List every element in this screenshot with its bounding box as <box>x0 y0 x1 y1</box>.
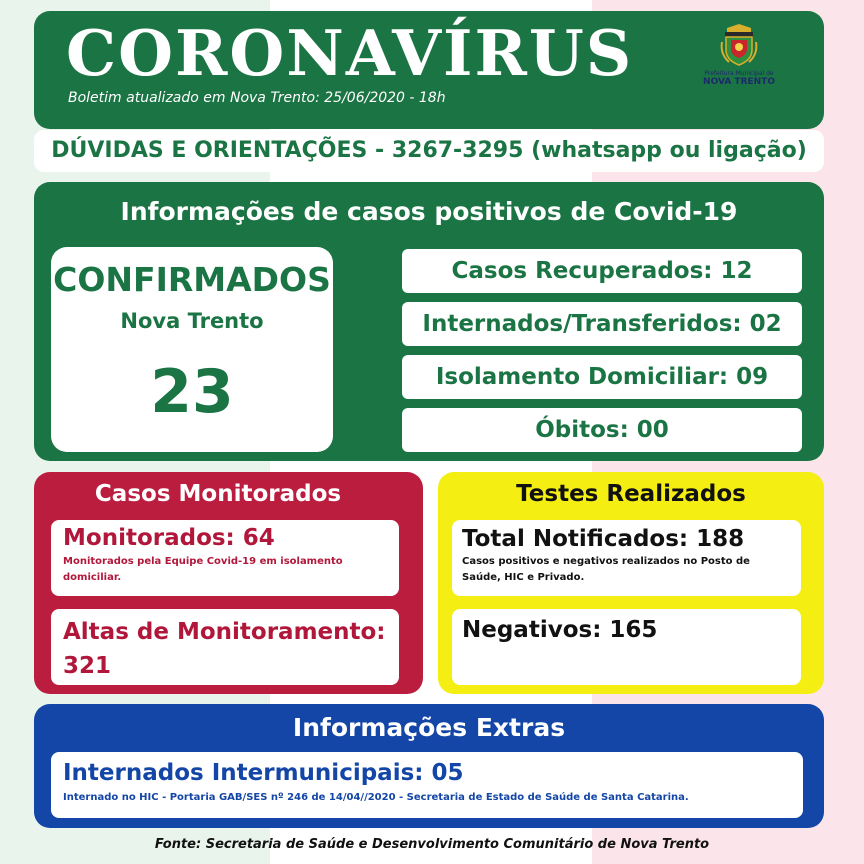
deaths-stat: Óbitos: 00 <box>402 408 802 452</box>
intermunicipal-card <box>51 752 803 818</box>
logo-caption-bottom: NOVA TRENTO <box>703 77 775 87</box>
monitored-count: Monitorados: 64 <box>63 525 275 551</box>
tests-title: Testes Realizados <box>516 481 746 507</box>
monitoring-discharges-card <box>51 609 399 685</box>
coat-of-arms-icon <box>719 22 759 68</box>
total-notified: Total Notificados: 188 <box>462 526 745 552</box>
negatives-card <box>452 609 801 685</box>
logo-caption-top: Prefeitura Municipal de <box>704 70 774 77</box>
monitoring-discharges: Altas de Monitoramento: 321 <box>63 619 386 679</box>
confirmed-count: 23 <box>150 357 234 427</box>
positive-cases-title: Informações de casos positivos de Covid-19 <box>120 197 738 226</box>
negatives-count: Negativos: 165 <box>462 617 658 643</box>
confirmed-city: Nova Trento <box>120 309 264 333</box>
page-title: CORONAVÍRUS <box>66 16 634 90</box>
bulletin-update-text: Boletim atualizado em Nova Trento: 25/06/2020 - 18h <box>68 90 446 106</box>
intermunicipal-note: Internado no HIC - Portaria GAB/SES nº 246 de 14/04//2020 - Secretaria de Estado de Saúde de Santa Catarina. <box>63 792 689 803</box>
intermunicipal-count: Internados Intermunicipais: 05 <box>63 760 464 786</box>
confirmed-cases-card <box>51 247 333 452</box>
hospitalized-stat: Internados/Transferidos: 02 <box>402 302 802 346</box>
source-footer: Fonte: Secretaria de Saúde e Desenvolvimento Comunitário de Nova Trento <box>154 837 710 852</box>
monitored-count-card <box>51 520 399 596</box>
home-isolation-stat: Isolamento Domiciliar: 09 <box>402 355 802 399</box>
contact-info-bar: DÚVIDAS E ORIENTAÇÕES - 3267-3295 (whatsapp ou ligação) <box>34 130 824 172</box>
monitored-note: Monitorados pela Equipe Covid-19 em isolamento domiciliar. <box>63 556 343 583</box>
total-notified-note: Casos positivos e negativos realizados no Posto de Saúde, HIC e Privado. <box>462 556 750 583</box>
recovered-cases-stat: Casos Recuperados: 12 <box>402 249 802 293</box>
total-notified-card <box>452 520 801 596</box>
confirmed-label: CONFIRMADOS <box>53 260 331 299</box>
municipal-logo <box>686 22 792 106</box>
extra-info-title: Informações Extras <box>292 713 566 742</box>
monitored-cases-title: Casos Monitorados <box>94 481 342 507</box>
